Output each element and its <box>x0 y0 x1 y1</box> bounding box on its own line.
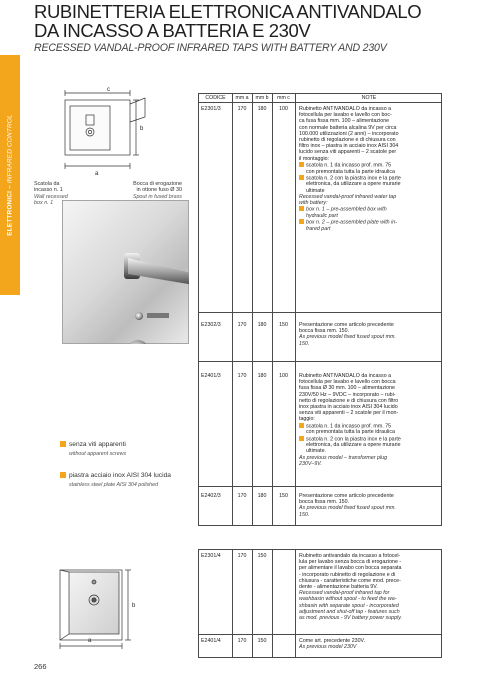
dim-label-b: b <box>140 126 144 132</box>
cell-notes <box>299 493 441 518</box>
note-bullet-line <box>299 423 441 430</box>
note-text-en: 230V–9V. <box>299 460 322 467</box>
bullet-text: con premontata tutta la parte idraulica <box>306 168 395 175</box>
note-line: Come art. precedente 230V. <box>299 638 366 644</box>
note-line: bocca fissa mm. 150. <box>299 499 350 506</box>
legend-item-steel-plate: piastra acciaio inox AISI 304 lucida <box>60 472 171 479</box>
box-annotation: Scatola da incasso n. 1 Wall recessed box n. 1 <box>34 181 68 206</box>
header-notes: NOTE <box>361 95 377 101</box>
note-line-en <box>299 644 441 650</box>
bullet-marker <box>299 162 304 167</box>
cell-mm-c: 150 <box>279 493 288 499</box>
note-line: lula per lavabo senza bocca di erogazione - <box>299 559 402 566</box>
cell-mm-b: 150 <box>257 553 267 559</box>
page-number: 266 <box>34 662 47 671</box>
legend-item-no-screws-en: without apparent screws <box>69 451 127 457</box>
note-line: Presentazione come articolo precedente <box>299 322 394 328</box>
note-line: bocca fissa mm. 150. <box>299 328 350 335</box>
bullet-text-en: frared part <box>306 225 331 232</box>
bullet-text: ultimate. <box>306 448 327 455</box>
note-line: - incorporato rubinetto di regolazione e di <box>299 571 396 578</box>
dim-label-c: c <box>107 87 110 93</box>
bullet-marker <box>299 206 304 211</box>
cell-mm-a: 170 <box>237 553 247 559</box>
header-code: CODICE <box>205 95 226 101</box>
note-line-en <box>299 461 441 467</box>
note-line: rubinetto di regolazione e di chiusura con <box>299 137 396 144</box>
cell-notes <box>299 322 441 347</box>
note-line: fotocellula per lavabo e lavello con bocca <box>299 379 396 386</box>
note-bullet-line-en <box>299 219 441 226</box>
bullet-marker <box>299 219 304 224</box>
note-text-en: As previous model fixed fused spout mm. <box>299 505 396 512</box>
product-table-2 <box>198 549 442 658</box>
bullet-text-en: box n. 2 – pre-assembled plate with in- <box>306 219 397 226</box>
cell-mm-b: 180 <box>257 106 267 112</box>
note-line: taggio: <box>299 416 315 423</box>
product-table-1 <box>198 93 442 526</box>
note-text-en: As previous model – transformer plug <box>299 454 388 461</box>
dim-label-a: a <box>88 638 92 644</box>
note-bullet-line-en <box>299 226 441 232</box>
legend-marker <box>60 441 66 447</box>
cell-mm-a: 170 <box>237 373 247 379</box>
legend-item-no-screws: senza viti apparenti <box>60 441 126 448</box>
bullet-text: scatola n. 2 con la piastra inox e la parte <box>306 436 401 443</box>
note-line: inox piastra in acciaio inox AISI 304 lucido <box>299 404 398 411</box>
note-line: il montaggio: <box>299 155 330 162</box>
dim-label-a: a <box>95 171 99 177</box>
cell-notes <box>299 553 441 621</box>
bullet-text-en: hydraulic part <box>306 212 338 219</box>
header-mm-a: mm a <box>235 95 249 101</box>
page-subtitle: RECESSED VANDAL-PROOF INFRARED TAPS WITH BATTERY AND 230V <box>34 42 387 54</box>
cell-mm-c: 150 <box>279 322 288 328</box>
bullet-text: con premontata tutta la parte idraulica <box>306 429 395 436</box>
cell-notes <box>299 638 441 650</box>
cell-mm-c: 100 <box>279 373 288 379</box>
legend-marker <box>60 472 66 478</box>
bullet-text: elettronica, da utilizzare a opere murarie <box>306 442 401 449</box>
note-bullet-line-en <box>299 206 441 213</box>
page-title-line1: RUBINETTERIA ELETTRONICA ANTIVANDALO <box>34 1 422 22</box>
note-text-en: with battery: <box>299 200 328 207</box>
note-text-en: As previous model fixed fused spout mm. <box>299 334 396 341</box>
bullet-text-en: box n. 1 – pre-assembled box with <box>306 206 387 213</box>
cell-mm-a: 170 <box>237 106 247 112</box>
note-line: con normale batteria alcalina 9V per circa <box>299 124 397 131</box>
bullet-text: elettronica, da utilizzare a opere murarie <box>306 181 401 188</box>
note-line: ca fusa fissa mm. 100 – alimentazione <box>299 118 390 125</box>
page-title-line2: DA INCASSO A BATTERIA E 230V <box>34 20 311 41</box>
note-line: fotocellula per lavabo e lavello con boc- <box>299 112 392 119</box>
note-line: 230V/50 Hz – 9VDC – incorporato – rubi- <box>299 391 396 398</box>
cell-notes <box>299 106 441 232</box>
cell-mm-a: 170 <box>237 493 247 499</box>
note-line-en <box>299 512 441 518</box>
note-line: netto di regolazione e di chiusura con filtro <box>299 397 399 404</box>
note-text-en: shbasin with separate spout - incorporated <box>299 602 399 609</box>
cell-mm-b: 150 <box>257 638 267 644</box>
note-line: Presentazione come articolo precedente <box>299 493 394 499</box>
product-photo-details <box>62 200 189 344</box>
note-line: dente - alimentazione batteria 9V. <box>299 584 378 591</box>
cell-code: E2302/3 <box>201 322 221 328</box>
bullet-marker <box>299 175 304 180</box>
note-bullet-line <box>299 175 441 182</box>
cell-code: E2401/4 <box>201 638 221 644</box>
no-spout-diagram <box>55 560 145 652</box>
note-line: Rubinetto ANTIVANDALO da incasso a <box>299 106 392 112</box>
note-line: Rubinetto antivandalo da incasso a fotocel- <box>299 553 401 559</box>
bullet-marker <box>299 436 304 441</box>
note-bullet-line <box>299 162 441 169</box>
note-text-en: As previous model 230V <box>299 644 357 651</box>
note-text-en: Recessed vandal-proof infrared tap for <box>299 590 390 597</box>
header-mm-c: mm c <box>277 95 290 101</box>
cell-mm-a: 170 <box>237 638 247 644</box>
note-line: per alimentare il lavabo con bocca separata <box>299 565 402 572</box>
cell-mm-b: 180 <box>257 493 267 499</box>
note-line: chiusura - caratteristiche come mod. prece- <box>299 577 401 584</box>
note-bullet-line <box>299 436 441 443</box>
note-line: filtro inox – piastra in acciaio inox AISI 304 <box>299 143 399 150</box>
cell-code: E2301/4 <box>201 553 221 559</box>
note-line: senza viti apparenti – 2 scatole per il mon- <box>299 410 399 417</box>
legend-item-steel-plate-en: stainless steel plate AISI 304 polished <box>69 482 159 488</box>
note-text-en: as mod. previous - 9V battery power supply. <box>299 615 402 622</box>
header-mm-b: mm b <box>255 95 269 101</box>
note-line: fusa fissa Ø 30 mm. 100 – alimentazione <box>299 385 395 392</box>
bullet-text: scatola n. 1 da incasso prof. mm. 75 <box>306 423 392 430</box>
bullet-text: ultimate <box>306 187 325 194</box>
cell-notes <box>299 373 441 467</box>
bullet-marker <box>299 423 304 428</box>
note-text-en: washbasin without spout - to feed the wa- <box>299 596 397 603</box>
front-view-diagram <box>55 82 155 180</box>
note-line-en <box>299 615 441 621</box>
cell-mm-b: 180 <box>257 322 267 328</box>
bullet-text: scatola n. 2 con la piastra inox e la parte <box>306 175 401 182</box>
note-line-en <box>299 341 441 347</box>
note-line: lucido senza viti apparenti – 2 scatole per <box>299 149 397 156</box>
note-text-en: Recessed vandal-proof infrared water tap <box>299 193 397 200</box>
note-text-en: 150. <box>299 340 310 347</box>
dim-label-b: b <box>132 603 136 609</box>
cell-mm-b: 180 <box>257 373 267 379</box>
side-tab-label: ELETTRONICI – INFRARED CONTROL <box>6 114 14 236</box>
cell-code: E2402/3 <box>201 493 221 499</box>
note-line: 100.000 utilizzazioni (2 anni) – incorporato <box>299 130 399 137</box>
cell-code: E2401/3 <box>201 373 221 379</box>
note-text-en: adjustment and shut-off tap - features such <box>299 608 400 615</box>
note-text-en: 150. <box>299 511 310 518</box>
bullet-text: scatola n. 1 da incasso prof. mm. 75 <box>306 162 392 169</box>
note-line: Rubinetto ANTIVANDALO da incasso a <box>299 373 392 379</box>
cell-mm-c: 100 <box>279 106 288 112</box>
cell-code: E2301/3 <box>201 106 221 112</box>
spout-annotation: Bocca di erogazione in ottone fuso Ø 30 Spout in fused brass <box>132 181 182 200</box>
cell-mm-a: 170 <box>237 322 247 328</box>
